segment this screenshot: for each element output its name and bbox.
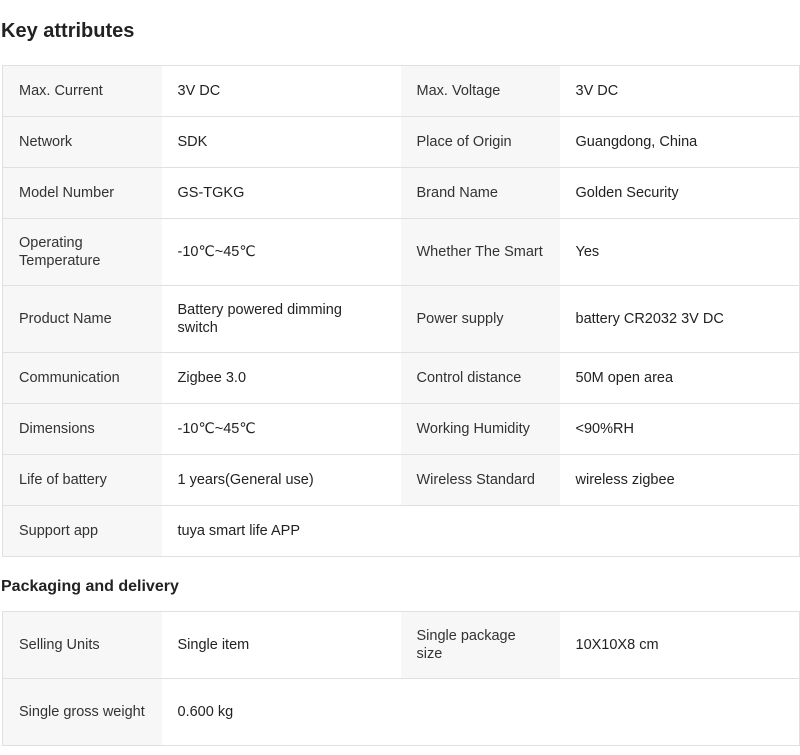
table-row xyxy=(3,455,800,506)
attribute-label: Single package size xyxy=(401,612,560,679)
attribute-value: -10℃~45℃ xyxy=(162,404,401,455)
attribute-value: 3V DC xyxy=(560,66,800,117)
empty-cell xyxy=(560,679,800,746)
table-row xyxy=(3,286,800,353)
attribute-label: Max. Voltage xyxy=(401,66,560,117)
attribute-label: Brand Name xyxy=(401,168,560,219)
empty-cell xyxy=(401,506,560,557)
table-row xyxy=(3,679,800,746)
attribute-label: Power supply xyxy=(401,286,560,353)
attribute-label: Product Name xyxy=(3,286,162,353)
attribute-label: Operating Temperature xyxy=(3,219,162,286)
attribute-value: 50M open area xyxy=(560,353,800,404)
attribute-value: Yes xyxy=(560,219,800,286)
attribute-value: tuya smart life APP xyxy=(162,506,401,557)
attribute-value: battery CR2032 3V DC xyxy=(560,286,800,353)
attribute-value: 0.600 kg xyxy=(162,679,401,746)
table-row xyxy=(3,66,800,117)
attribute-label: Single gross weight xyxy=(3,679,162,746)
table-row xyxy=(3,117,800,168)
packaging-table xyxy=(2,611,800,746)
table-row xyxy=(3,353,800,404)
attribute-label: Control distance xyxy=(401,353,560,404)
attribute-label: Network xyxy=(3,117,162,168)
attribute-value: <90%RH xyxy=(560,404,800,455)
table-row xyxy=(3,219,800,286)
packaging-delivery-title: Packaging and delivery xyxy=(1,578,179,595)
empty-cell xyxy=(560,506,800,557)
attribute-value: -10℃~45℃ xyxy=(162,219,401,286)
attribute-value: Battery powered dimming switch xyxy=(162,286,401,353)
table-row xyxy=(3,506,800,557)
attribute-value: SDK xyxy=(162,117,401,168)
attribute-value: 10X10X8 cm xyxy=(560,612,800,679)
attribute-label: Model Number xyxy=(3,168,162,219)
attribute-value: Golden Security xyxy=(560,168,800,219)
attribute-value: GS-TGKG xyxy=(162,168,401,219)
attribute-label: Working Humidity xyxy=(401,404,560,455)
attribute-label: Life of battery xyxy=(3,455,162,506)
attribute-value: wireless zigbee xyxy=(560,455,800,506)
attribute-value: 3V DC xyxy=(162,66,401,117)
key-attributes-table xyxy=(2,65,800,557)
attribute-label: Place of Origin xyxy=(401,117,560,168)
attribute-label: Whether The Smart xyxy=(401,219,560,286)
attribute-value: Single item xyxy=(162,612,401,679)
attribute-label: Selling Units xyxy=(3,612,162,679)
attribute-label: Communication xyxy=(3,353,162,404)
attribute-label: Wireless Standard xyxy=(401,455,560,506)
table-row xyxy=(3,404,800,455)
attribute-label: Dimensions xyxy=(3,404,162,455)
table-row xyxy=(3,612,800,679)
table-row xyxy=(3,168,800,219)
attribute-label: Support app xyxy=(3,506,162,557)
empty-cell xyxy=(401,679,560,746)
key-attributes-title: Key attributes xyxy=(1,20,135,42)
attribute-value: Zigbee 3.0 xyxy=(162,353,401,404)
attribute-value: Guangdong, China xyxy=(560,117,800,168)
attribute-value: 1 years(General use) xyxy=(162,455,401,506)
attribute-label: Max. Current xyxy=(3,66,162,117)
